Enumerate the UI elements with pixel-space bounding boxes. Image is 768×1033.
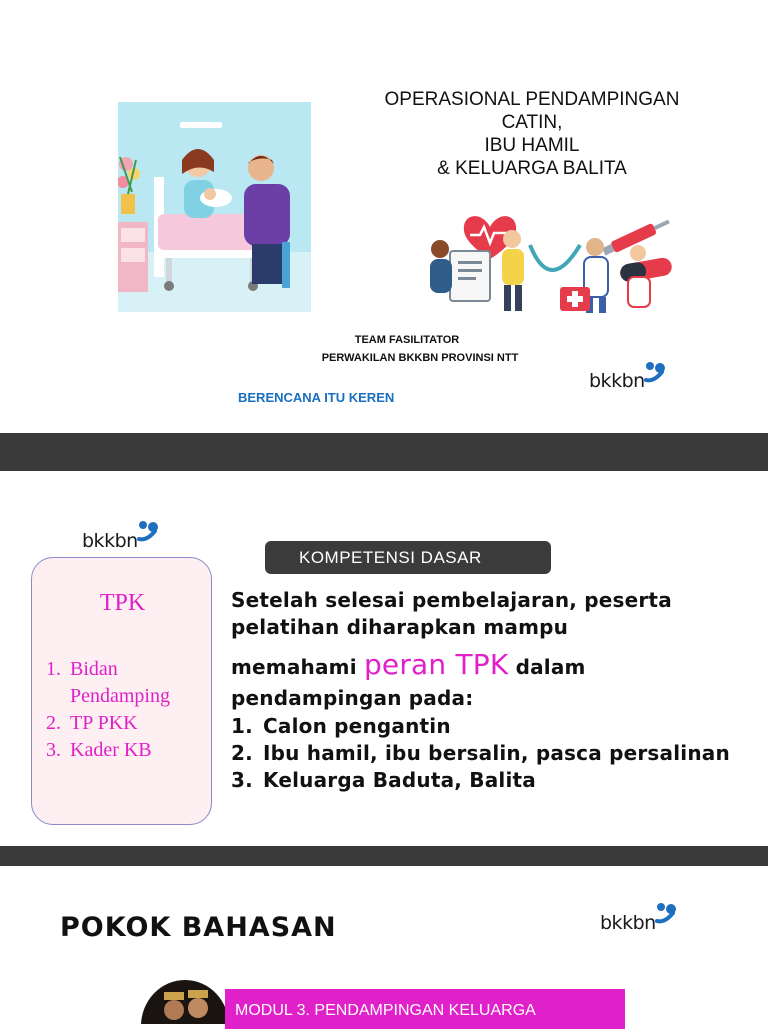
- list-item-text: Ibu hamil, ibu bersalin, pasca persalinan: [263, 741, 730, 765]
- title-line-3: IBU HAMIL: [484, 135, 580, 156]
- bkkbn-logo-icon: [640, 358, 668, 386]
- highlight-peran-tpk: peran TPK: [363, 648, 509, 681]
- bkkbn-logo-text: bkkbn: [82, 530, 138, 552]
- tpk-item: [46, 656, 216, 710]
- list-item-text: Calon pengantin: [263, 714, 451, 738]
- list-item: [231, 740, 751, 767]
- tpk-list: [46, 656, 216, 764]
- bkkbn-logo-text: bkkbn: [600, 912, 656, 934]
- tpk-item-number: 3.: [46, 739, 61, 761]
- title-line-1: OPERASIONAL PENDAMPINGAN: [384, 89, 680, 110]
- list-item-text: Keluarga Baduta, Balita: [263, 768, 536, 792]
- health-workers-illustration: [420, 205, 690, 317]
- competency-intro: Setelah selesai pembelajaran, peserta pelatihan diharapkan mampu: [231, 588, 672, 639]
- tpk-item-number: 2.: [46, 712, 61, 734]
- tpk-item: [46, 737, 216, 764]
- tpk-title: TPK: [99, 590, 146, 616]
- list-item-number: 2.: [231, 741, 253, 765]
- title-line-4: & KELUARGA BALITA: [437, 158, 627, 179]
- tpk-item-text: Kader KB: [70, 739, 152, 761]
- competency-sentence: [231, 648, 751, 681]
- office-label: PERWAKILAN BKKBN PROVINSI NTT: [321, 352, 519, 364]
- tpk-item-number: 1.: [46, 658, 61, 680]
- bkkbn-logo-icon: [133, 517, 161, 545]
- sentence-suffix: dalam: [508, 655, 586, 679]
- bkkbn-logo-text: bkkbn: [589, 370, 645, 392]
- tpk-item: [46, 710, 216, 737]
- list-item-number: 1.: [231, 714, 253, 738]
- tpk-item-text: TP PKK: [70, 712, 138, 734]
- sentence-prefix: memahami: [231, 655, 364, 679]
- slide-cover: [0, 0, 768, 433]
- slide-divider-1: [0, 433, 768, 471]
- competency-list: [231, 713, 751, 794]
- title-line-2: CATIN,: [501, 112, 563, 133]
- tpk-item-text: Bidan Pendamping: [70, 658, 170, 707]
- bkkbn-logo-icon: [651, 899, 679, 927]
- team-label: TEAM FASILITATOR: [354, 334, 460, 346]
- section-title-pokok-bahasan: POKOK BAHASAN: [60, 912, 337, 943]
- slide-divider-2: [0, 846, 768, 866]
- modul-banner: MODUL 3. PENDAMPINGAN KELUARGA: [225, 989, 625, 1029]
- couple-photo: [140, 980, 230, 1024]
- list-item: [231, 713, 751, 740]
- hospital-family-illustration: [118, 102, 311, 312]
- list-item-number: 3.: [231, 768, 253, 792]
- section-label-kompetensi: KOMPETENSI DASAR: [265, 541, 551, 574]
- slogan: BERENCANA ITU KEREN: [238, 390, 395, 405]
- competency-line2: pendampingan pada:: [231, 686, 474, 710]
- list-item: [231, 767, 751, 794]
